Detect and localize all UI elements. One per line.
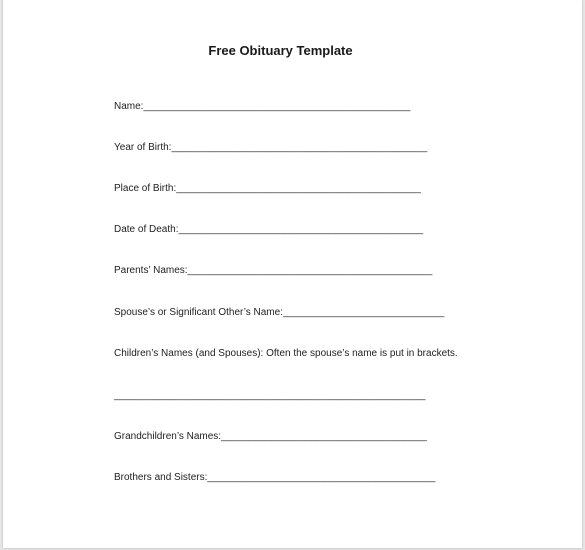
parents-names-field (114, 265, 432, 277)
brothers-sisters-label: Brothers and Sisters: (114, 472, 208, 483)
name-line: ________________________________________________ (143, 101, 411, 112)
place-of-birth-line: ____________________________________________ (176, 183, 421, 194)
grandchildren-names-line: _____________________________________ (221, 431, 427, 442)
children-names-field (114, 348, 458, 360)
spouse-name-label: Spouse’s or Significant Other’s Name: (114, 307, 283, 318)
children-names-label: Children’s Names (and Spouses): Often the spouse’s name is put in brackets. (114, 348, 458, 359)
place-of-birth-label: Place of Birth: (114, 183, 177, 194)
name-field (114, 101, 410, 113)
spouse-name-field (114, 307, 444, 319)
year-of-birth-field (114, 142, 427, 154)
page-title: Free Obituary Template (208, 43, 353, 58)
blank-line: ________________________________________________________ (114, 390, 426, 401)
date-of-death-label: Date of Death: (114, 224, 179, 235)
spouse-name-line: _____________________________ (282, 307, 445, 318)
brothers-sisters-field (114, 472, 435, 484)
brothers-sisters-line: _________________________________________ (207, 472, 436, 483)
date-of-death-field (114, 224, 423, 236)
place-of-birth-field (114, 183, 421, 195)
parents-names-line: ____________________________________________ (187, 265, 433, 276)
year-of-birth-label: Year of Birth: (114, 142, 172, 153)
document-page (3, 0, 582, 548)
name-label: Name: (114, 101, 144, 112)
date-of-death-line: ____________________________________________ (178, 224, 424, 235)
blank-line-field (114, 390, 425, 402)
parents-names-label: Parents’ Names: (114, 265, 188, 276)
grandchildren-names-field (114, 431, 427, 443)
grandchildren-names-label: Grandchildren’s Names: (114, 431, 222, 442)
year-of-birth-line: ______________________________________________ (171, 142, 428, 153)
